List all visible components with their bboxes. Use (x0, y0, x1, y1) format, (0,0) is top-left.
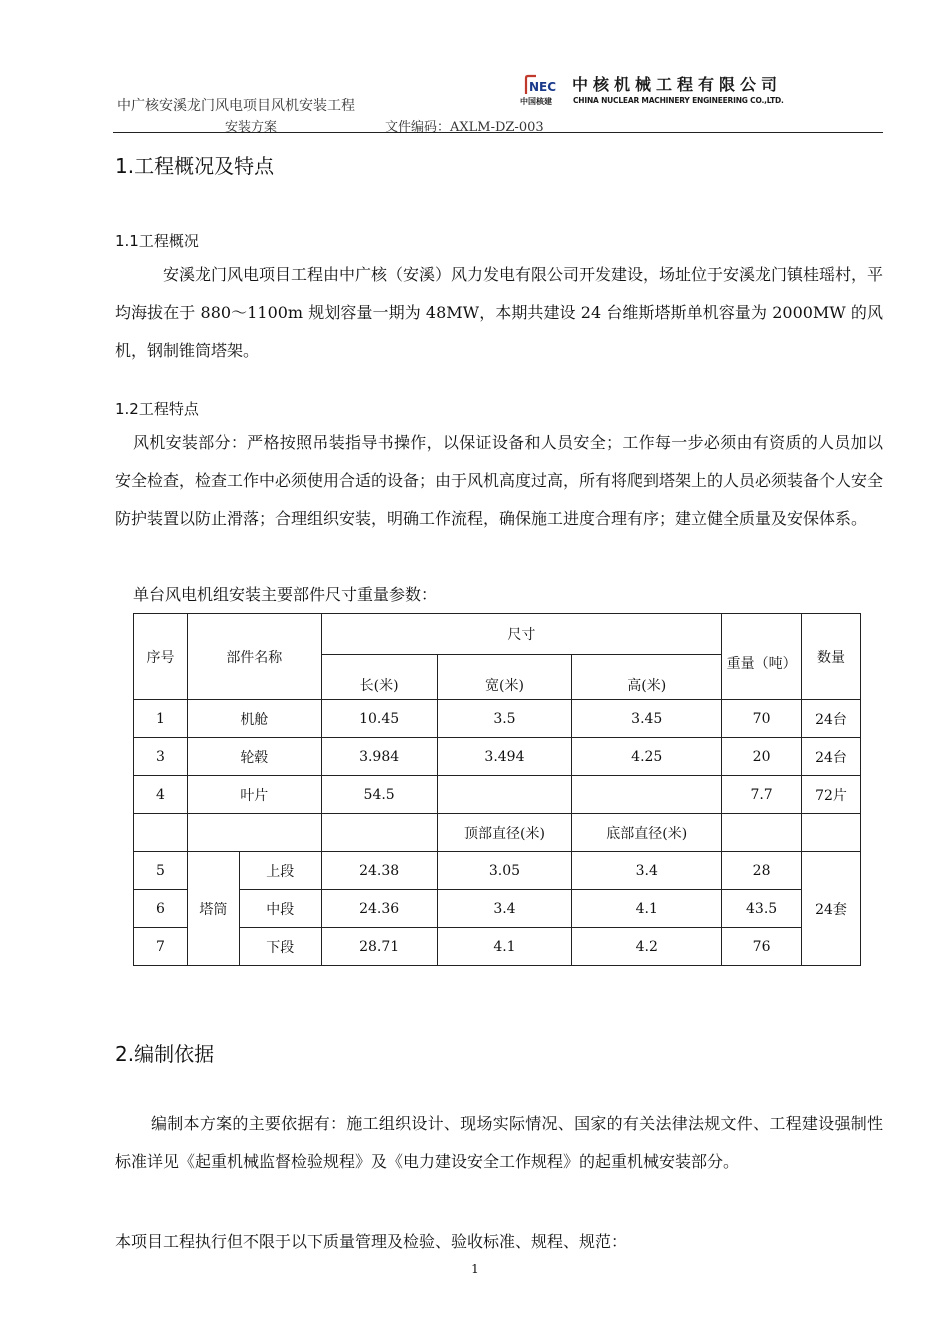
table-header-row-1 (134, 614, 861, 655)
table-row (134, 738, 861, 776)
section-1-2-title: 1.2工程特点 (115, 400, 199, 418)
header-file-code: 文件编码：AXLM-DZ-003 (385, 120, 544, 135)
cell-length: 10.45 (321, 700, 437, 738)
cell-bottom-diameter: 4.2 (572, 928, 722, 966)
cell-qty: 24台 (802, 738, 861, 776)
header-bottom-diameter: 底部直径(米) (572, 814, 722, 852)
cell-segment: 下段 (239, 928, 321, 966)
header-size: 尺寸 (321, 614, 721, 655)
section-2-title: 2.编制依据 (115, 1042, 215, 1066)
cell-empty (722, 814, 802, 852)
cell-empty (187, 814, 321, 852)
header-top-diameter: 顶部直径(米) (437, 814, 572, 852)
cell-weight: 43.5 (722, 890, 802, 928)
cell-top-diameter: 3.05 (437, 852, 572, 890)
header-project-title: 中广核安溪龙门风电项目风机安装工程 (117, 98, 355, 114)
logo-company-cn: 中核机械工程有限公司 (572, 75, 783, 94)
cell-name: 叶片 (187, 776, 321, 814)
cell-segment: 上段 (239, 852, 321, 890)
svg-text:NEC: NEC (529, 80, 557, 94)
header-doc-type: 安装方案 (225, 120, 278, 135)
cell-no: 3 (134, 738, 188, 776)
cell-height (572, 776, 722, 814)
cell-length: 54.5 (321, 776, 437, 814)
table-caption: 单台风电机组安装主要部件尺寸重量参数： (133, 585, 438, 604)
cell-weight: 70 (722, 700, 802, 738)
cell-qty: 24台 (802, 700, 861, 738)
header-name: 部件名称 (187, 614, 321, 700)
cell-no: 6 (134, 890, 188, 928)
header-length: 长(米) (321, 655, 437, 700)
section-1-title: 1.工程概况及特点 (115, 154, 275, 178)
section-1-1-paragraph: 安溪龙门风电项目工程由中广核（安溪）风力发电有限公司开发建设，场址位于安溪龙门镇桂瑶村，平均海拔在于 880～1100m 规划容量一期为 48MW，本期共建设 24 台维斯塔斯单机容量为 2000MW 的风机，钢制锥筒塔架。 (115, 265, 884, 360)
section-2-line: 本项目工程执行但不限于以下质量管理及检验、验收标准、规程、规范： (115, 1232, 628, 1251)
section-1-2-paragraph: 风机安装部分：严格按照吊装指导书操作，以保证设备和人员安全；工作每一步必须由有资质的人员加以安全检查，检查工作中必须使用合适的设备；由于风机高度过高，所有将爬到塔架上的人员必须装备个人安全防护装置以防止滑落；合理组织安装，明确工作流程，确保施工进度合理有序；建立健全质量及安保体系。 (115, 433, 884, 528)
cell-no: 1 (134, 700, 188, 738)
logo-group-cn: 中国核建 (520, 97, 552, 106)
cell-weight: 28 (722, 852, 802, 890)
cell-length: 24.36 (321, 890, 437, 928)
section-1-1-title: 1.1工程概况 (115, 232, 199, 250)
cell-height: 3.45 (572, 700, 722, 738)
component-spec-table (133, 613, 861, 966)
cell-segment: 中段 (239, 890, 321, 928)
table-row (134, 700, 861, 738)
cell-no: 4 (134, 776, 188, 814)
cell-weight: 7.7 (722, 776, 802, 814)
cell-tower-name: 塔筒 (187, 852, 239, 966)
cell-no: 7 (134, 928, 188, 966)
table-subheader-row (134, 814, 861, 852)
table-row (134, 852, 861, 890)
cell-name: 轮毂 (187, 738, 321, 776)
table-row (134, 776, 861, 814)
nec-logo-icon (524, 74, 564, 96)
cell-weight: 76 (722, 928, 802, 966)
table-row (134, 890, 861, 928)
cell-top-diameter: 4.1 (437, 928, 572, 966)
cell-name: 机舱 (187, 700, 321, 738)
cell-top-diameter: 3.4 (437, 890, 572, 928)
cell-empty (134, 814, 188, 852)
cell-empty (321, 814, 437, 852)
cell-tower-qty: 24套 (802, 852, 861, 966)
page-number: 1 (471, 1262, 479, 1276)
cell-length: 24.38 (321, 852, 437, 890)
table-row (134, 928, 861, 966)
header-width: 宽(米) (437, 655, 572, 700)
header-height: 高(米) (572, 655, 722, 700)
cell-no: 5 (134, 852, 188, 890)
cell-width: 3.494 (437, 738, 572, 776)
cell-width (437, 776, 572, 814)
cell-bottom-diameter: 3.4 (572, 852, 722, 890)
cell-weight: 20 (722, 738, 802, 776)
cell-height: 4.25 (572, 738, 722, 776)
cell-width: 3.5 (437, 700, 572, 738)
cell-length: 3.984 (321, 738, 437, 776)
cell-bottom-diameter: 4.1 (572, 890, 722, 928)
cell-length: 28.71 (321, 928, 437, 966)
header-no: 序号 (134, 614, 188, 700)
cell-qty: 72片 (802, 776, 861, 814)
section-2-paragraph: 编制本方案的主要依据有：施工组织设计、现场实际情况、国家的有关法律法规文件、工程建设强制性标准详见《起重机械监督检验规程》及《电力建设安全工作规程》的起重机械安装部分。 (115, 1114, 883, 1171)
header-divider (113, 132, 883, 133)
cell-empty (802, 814, 861, 852)
logo-company-en: CHINA NUCLEAR MACHINERY ENGINEERING CO.,LTD. (573, 96, 784, 105)
header-weight: 重量（吨） (722, 614, 802, 700)
company-logo (520, 72, 820, 108)
header-qty: 数量 (802, 614, 861, 700)
